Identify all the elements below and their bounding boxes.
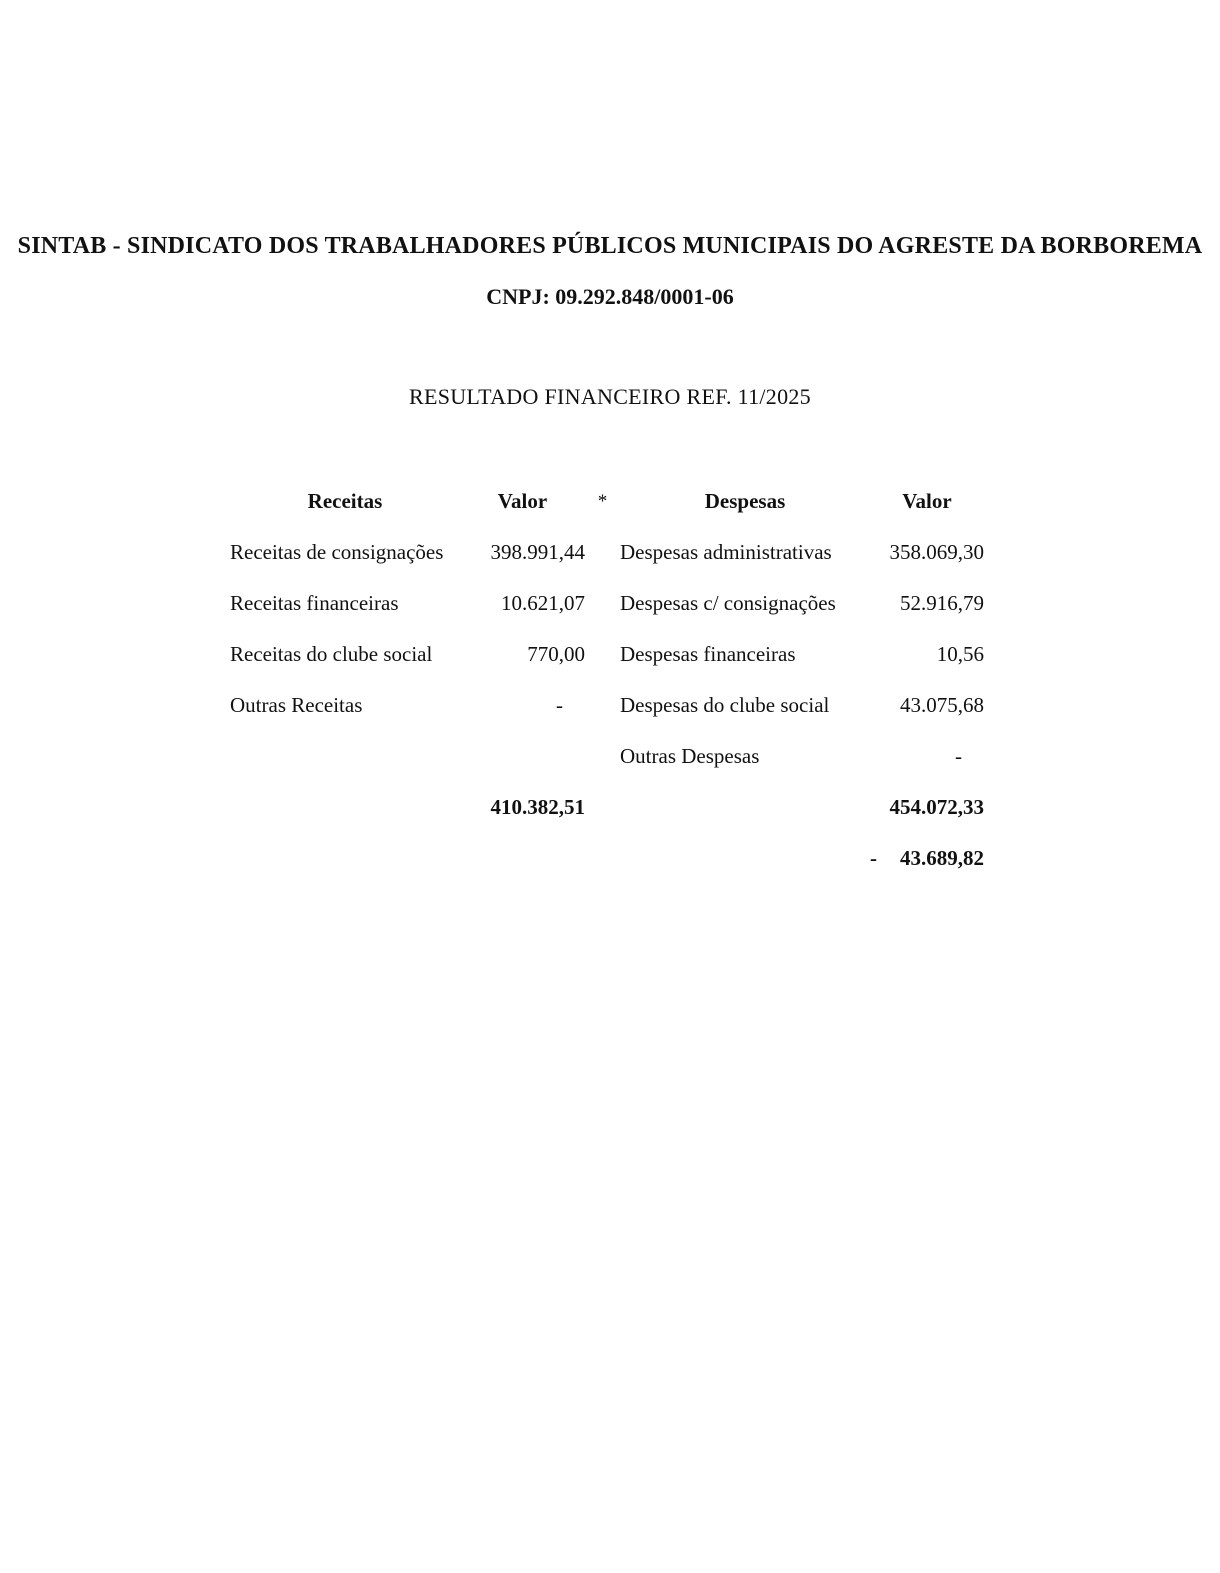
receita-value: 770,00 bbox=[527, 642, 585, 666]
despesa-label: Despesas c/ consignações bbox=[620, 591, 836, 615]
org-title: SINTAB - SINDICATO DOS TRABALHADORES PÚBLICOS MUNICIPAIS DO AGRESTE DA BORBOREMA bbox=[17, 233, 1203, 259]
row-gutter bbox=[585, 527, 620, 578]
receita-value: - bbox=[556, 693, 563, 717]
report-title: RESULTADO FINANCEIRO REF. 11/2025 bbox=[408, 384, 811, 409]
empty-cell bbox=[620, 833, 870, 884]
row-gutter bbox=[585, 629, 620, 680]
row-gutter bbox=[585, 782, 620, 833]
column-header-despesas: Despesas bbox=[704, 489, 786, 513]
receita-label: Receitas financeiras bbox=[230, 591, 399, 615]
row-gutter bbox=[585, 833, 620, 884]
receitas-total: 410.382,51 bbox=[490, 795, 585, 819]
cnpj-line: CNPJ: 09.292.848/0001-06 bbox=[486, 284, 734, 309]
despesa-value: 43.075,68 bbox=[900, 693, 984, 717]
row-gutter bbox=[585, 731, 620, 782]
receita-label: Receitas de consignações bbox=[230, 540, 444, 564]
column-header-valor-left: Valor bbox=[497, 489, 548, 513]
net-result bbox=[870, 833, 984, 884]
despesa-value: 10,56 bbox=[936, 642, 984, 666]
row-gutter bbox=[585, 578, 620, 629]
empty-cell bbox=[460, 833, 585, 884]
net-result-value: 43.689,82 bbox=[900, 846, 984, 870]
despesa-value: 52.916,79 bbox=[900, 591, 984, 615]
despesa-value: - bbox=[955, 744, 962, 768]
financial-table bbox=[230, 476, 984, 884]
column-header-receitas: Receitas bbox=[307, 489, 383, 513]
despesa-value: 358.069,30 bbox=[889, 540, 984, 564]
column-header-valor-right: Valor bbox=[902, 489, 952, 513]
receita-value: 398.991,44 bbox=[490, 540, 585, 564]
column-separator-asterisk: * bbox=[597, 491, 608, 512]
despesas-total: 454.072,33 bbox=[889, 795, 984, 819]
row-gutter bbox=[585, 680, 620, 731]
despesa-label: Despesas do clube social bbox=[620, 693, 830, 717]
receita-value: 10.621,07 bbox=[501, 591, 585, 615]
despesa-label: Despesas financeiras bbox=[620, 642, 796, 666]
receita-value bbox=[460, 731, 585, 782]
net-result-minus-sign: - bbox=[870, 846, 877, 870]
empty-cell bbox=[230, 833, 460, 884]
receita-label bbox=[230, 731, 460, 782]
empty-cell bbox=[620, 782, 870, 833]
empty-cell bbox=[230, 782, 460, 833]
receita-label: Outras Receitas bbox=[230, 693, 363, 717]
despesa-label: Despesas administrativas bbox=[620, 540, 832, 564]
despesa-label: Outras Despesas bbox=[620, 744, 760, 768]
receita-label: Receitas do clube social bbox=[230, 642, 433, 666]
